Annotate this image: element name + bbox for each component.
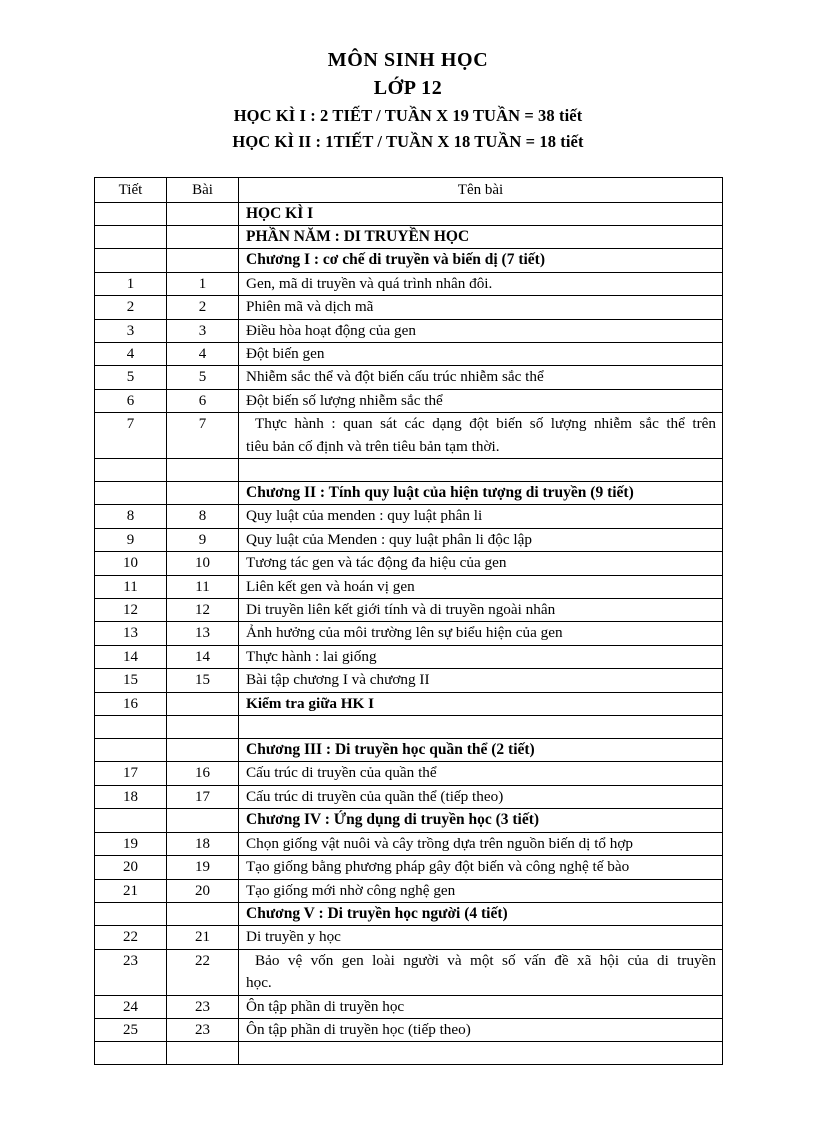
cell-tiet: 8 — [95, 505, 167, 528]
cell-tiet-empty — [95, 716, 167, 739]
cell-ten-bai: Kiểm tra giữa HK I — [239, 692, 723, 715]
table-row — [95, 622, 723, 645]
table-row — [95, 926, 723, 949]
cell-bai-empty — [167, 459, 239, 482]
cell-bai: 23 — [167, 1018, 239, 1041]
cell-bai: 18 — [167, 832, 239, 855]
cell-tiet: 15 — [95, 669, 167, 692]
cell-bai-empty — [167, 739, 239, 762]
table-row — [95, 856, 723, 879]
cell-ten-bai: Thực hành : lai giống — [239, 645, 723, 668]
cell-bai: 6 — [167, 389, 239, 412]
cell-empty — [239, 459, 723, 482]
cell-tiet: 12 — [95, 599, 167, 622]
cell-ten-bai-line1: Bảo vệ vốn gen loài người và một số vấn đề xã hội của di truyền — [255, 951, 716, 969]
heading-phan-nam: PHẦN NĂM : DI TRUYỀN HỌC — [239, 225, 723, 248]
cell-bai: 8 — [167, 505, 239, 528]
cell-ten-bai: Quy luật của menden : quy luật phân li — [239, 505, 723, 528]
cell-ten-bai-line1: Thực hành : quan sát các dạng đột biến số lượng nhiễm sắc thể trên — [255, 415, 716, 433]
cell-bai: 1 — [167, 272, 239, 295]
cell-bai-empty — [167, 809, 239, 832]
grade-subtitle: LỚP 12 — [373, 77, 443, 99]
cell-bai: 12 — [167, 599, 239, 622]
table-body — [95, 202, 723, 1065]
schedule-table — [94, 177, 723, 1066]
cell-bai-empty — [167, 1042, 239, 1065]
cell-ten-bai: Ảnh hưởng của môi trường lên sự biểu hiện của gen — [239, 622, 723, 645]
table-row — [95, 296, 723, 319]
cell-empty — [239, 1042, 723, 1065]
spacer-row — [95, 716, 723, 739]
cell-bai: 2 — [167, 296, 239, 319]
cell-bai-empty — [167, 902, 239, 925]
table-row — [95, 1018, 723, 1041]
cell-tiet: 17 — [95, 762, 167, 785]
cell-ten-bai-wrapped — [239, 949, 723, 995]
cell-tiet: 22 — [95, 926, 167, 949]
heading-row-hoc-ki-1 — [95, 202, 723, 225]
table-row — [95, 669, 723, 692]
heading-row-phan-nam — [95, 225, 723, 248]
cell-tiet: 2 — [95, 296, 167, 319]
table-header — [95, 177, 723, 202]
cell-tiet: 5 — [95, 366, 167, 389]
cell-ten-bai: Nhiễm sắc thể và đột biến cấu trúc nhiễm sắc thể — [239, 366, 723, 389]
cell-ten-bai: Tạo giống mới nhờ công nghệ gen — [239, 879, 723, 902]
cell-ten-bai: Đột biến gen — [239, 342, 723, 365]
document-header — [0, 0, 816, 154]
cell-tiet: 23 — [95, 949, 167, 995]
table-row — [95, 575, 723, 598]
cell-bai: 15 — [167, 669, 239, 692]
cell-ten-bai: Đột biến số lượng nhiễm sắc thể — [239, 389, 723, 412]
page-title: MÔN SINH HỌC — [327, 49, 489, 71]
heading-chuong-3: Chương III : Di truyền học quần thể (2 tiết) — [239, 739, 723, 762]
table-row — [95, 528, 723, 551]
table-row — [95, 645, 723, 668]
semester-2-summary: HỌC KÌ II : 1TIẾT / TUẦN X 18 TUẦN = 18 tiết — [232, 132, 584, 152]
cell-tiet: 16 — [95, 692, 167, 715]
cell-tiet: 19 — [95, 832, 167, 855]
heading-row-chuong-5 — [95, 902, 723, 925]
cell-bai: 7 — [167, 413, 239, 459]
column-header-bai: Bài — [167, 177, 239, 202]
cell-tiet-empty — [95, 902, 167, 925]
cell-bai: 3 — [167, 319, 239, 342]
table-row — [95, 366, 723, 389]
table-row — [95, 949, 723, 995]
cell-tiet: 6 — [95, 389, 167, 412]
cell-bai: 13 — [167, 622, 239, 645]
spacer-row-bottom — [95, 1042, 723, 1065]
cell-bai: 11 — [167, 575, 239, 598]
cell-bai: 23 — [167, 995, 239, 1018]
table-row — [95, 272, 723, 295]
cell-tiet-empty — [95, 459, 167, 482]
cell-tiet: 20 — [95, 856, 167, 879]
cell-ten-bai-line2: học. — [246, 974, 272, 992]
table-row — [95, 785, 723, 808]
cell-bai-empty — [167, 225, 239, 248]
cell-ten-bai: Chọn giống vật nuôi và cây trồng dựa trên nguồn biến dị tổ hợp — [239, 832, 723, 855]
table-row — [95, 995, 723, 1018]
cell-tiet-empty — [95, 1042, 167, 1065]
cell-ten-bai: Liên kết gen và hoán vị gen — [239, 575, 723, 598]
table-row — [95, 342, 723, 365]
table-row — [95, 319, 723, 342]
cell-ten-bai: Di truyền y học — [239, 926, 723, 949]
cell-ten-bai: Phiên mã và dịch mã — [239, 296, 723, 319]
table-row — [95, 413, 723, 459]
cell-ten-bai-line2: tiêu bản cố định và trên tiêu bản tạm thời. — [246, 437, 500, 455]
cell-tiet: 11 — [95, 575, 167, 598]
cell-ten-bai: Di truyền liên kết giới tính và di truyền ngoài nhân — [239, 599, 723, 622]
cell-bai: 5 — [167, 366, 239, 389]
cell-bai-empty — [167, 482, 239, 505]
cell-ten-bai: Cấu trúc di truyền của quần thể — [239, 762, 723, 785]
spacer-row — [95, 459, 723, 482]
cell-bai: 20 — [167, 879, 239, 902]
cell-ten-bai: Ôn tập phần di truyền học — [239, 995, 723, 1018]
cell-ten-bai-wrapped — [239, 413, 723, 459]
cell-empty — [239, 716, 723, 739]
cell-bai: 4 — [167, 342, 239, 365]
heading-chuong-4: Chương IV : Ứng dụng di truyền học (3 tiết) — [239, 809, 723, 832]
cell-bai: 14 — [167, 645, 239, 668]
cell-ten-bai: Ôn tập phần di truyền học (tiếp theo) — [239, 1018, 723, 1041]
cell-ten-bai: Quy luật của Menden : quy luật phân li độc lập — [239, 528, 723, 551]
table-row — [95, 762, 723, 785]
table-header-row — [95, 177, 723, 202]
cell-tiet: 14 — [95, 645, 167, 668]
cell-tiet: 21 — [95, 879, 167, 902]
cell-tiet-empty — [95, 809, 167, 832]
schedule-table-wrapper — [94, 177, 722, 1066]
cell-bai: 16 — [167, 762, 239, 785]
cell-tiet-empty — [95, 225, 167, 248]
cell-tiet-empty — [95, 249, 167, 272]
heading-row-chuong-2 — [95, 482, 723, 505]
cell-tiet-empty — [95, 739, 167, 762]
cell-ten-bai: Tạo giống bằng phương pháp gây đột biến và công nghệ tế bào — [239, 856, 723, 879]
cell-bai: 9 — [167, 528, 239, 551]
semester-1-summary: HỌC KÌ I : 2 TIẾT / TUẦN X 19 TUẦN = 38 tiết — [233, 106, 583, 125]
cell-tiet: 25 — [95, 1018, 167, 1041]
table-row — [95, 505, 723, 528]
cell-tiet-empty — [95, 202, 167, 225]
cell-bai: 19 — [167, 856, 239, 879]
table-row — [95, 879, 723, 902]
table-row — [95, 552, 723, 575]
heading-row-chuong-3 — [95, 739, 723, 762]
column-header-ten-bai: Tên bài — [239, 177, 723, 202]
cell-bai: 10 — [167, 552, 239, 575]
table-row — [95, 599, 723, 622]
cell-tiet: 4 — [95, 342, 167, 365]
cell-bai — [167, 692, 239, 715]
heading-chuong-5: Chương V : Di truyền học người (4 tiết) — [239, 902, 723, 925]
cell-ten-bai: Điều hòa hoạt động của gen — [239, 319, 723, 342]
cell-ten-bai: Tương tác gen và tác động đa hiệu của gen — [239, 552, 723, 575]
heading-chuong-1: Chương I : cơ chế di truyền và biến dị (7 tiết) — [239, 249, 723, 272]
heading-row-chuong-4 — [95, 809, 723, 832]
cell-tiet: 18 — [95, 785, 167, 808]
cell-tiet: 24 — [95, 995, 167, 1018]
cell-bai-empty — [167, 202, 239, 225]
heading-chuong-2: Chương II : Tính quy luật của hiện tượng di truyền (9 tiết) — [239, 482, 723, 505]
cell-bai: 17 — [167, 785, 239, 808]
heading-hoc-ki-1: HỌC KÌ I — [239, 202, 723, 225]
table-row — [95, 389, 723, 412]
cell-bai: 21 — [167, 926, 239, 949]
cell-ten-bai: Bài tập chương I và chương II — [239, 669, 723, 692]
table-row — [95, 832, 723, 855]
cell-tiet: 3 — [95, 319, 167, 342]
cell-tiet: 1 — [95, 272, 167, 295]
column-header-tiet: Tiết — [95, 177, 167, 202]
cell-tiet: 9 — [95, 528, 167, 551]
cell-bai: 22 — [167, 949, 239, 995]
cell-ten-bai: Cấu trúc di truyền của quần thể (tiếp theo) — [239, 785, 723, 808]
cell-tiet: 10 — [95, 552, 167, 575]
cell-tiet: 7 — [95, 413, 167, 459]
cell-tiet-empty — [95, 482, 167, 505]
cell-ten-bai: Gen, mã di truyền và quá trình nhân đôi. — [239, 272, 723, 295]
heading-row-chuong-1 — [95, 249, 723, 272]
cell-bai-empty — [167, 249, 239, 272]
table-row — [95, 692, 723, 715]
cell-tiet: 13 — [95, 622, 167, 645]
cell-bai-empty — [167, 716, 239, 739]
